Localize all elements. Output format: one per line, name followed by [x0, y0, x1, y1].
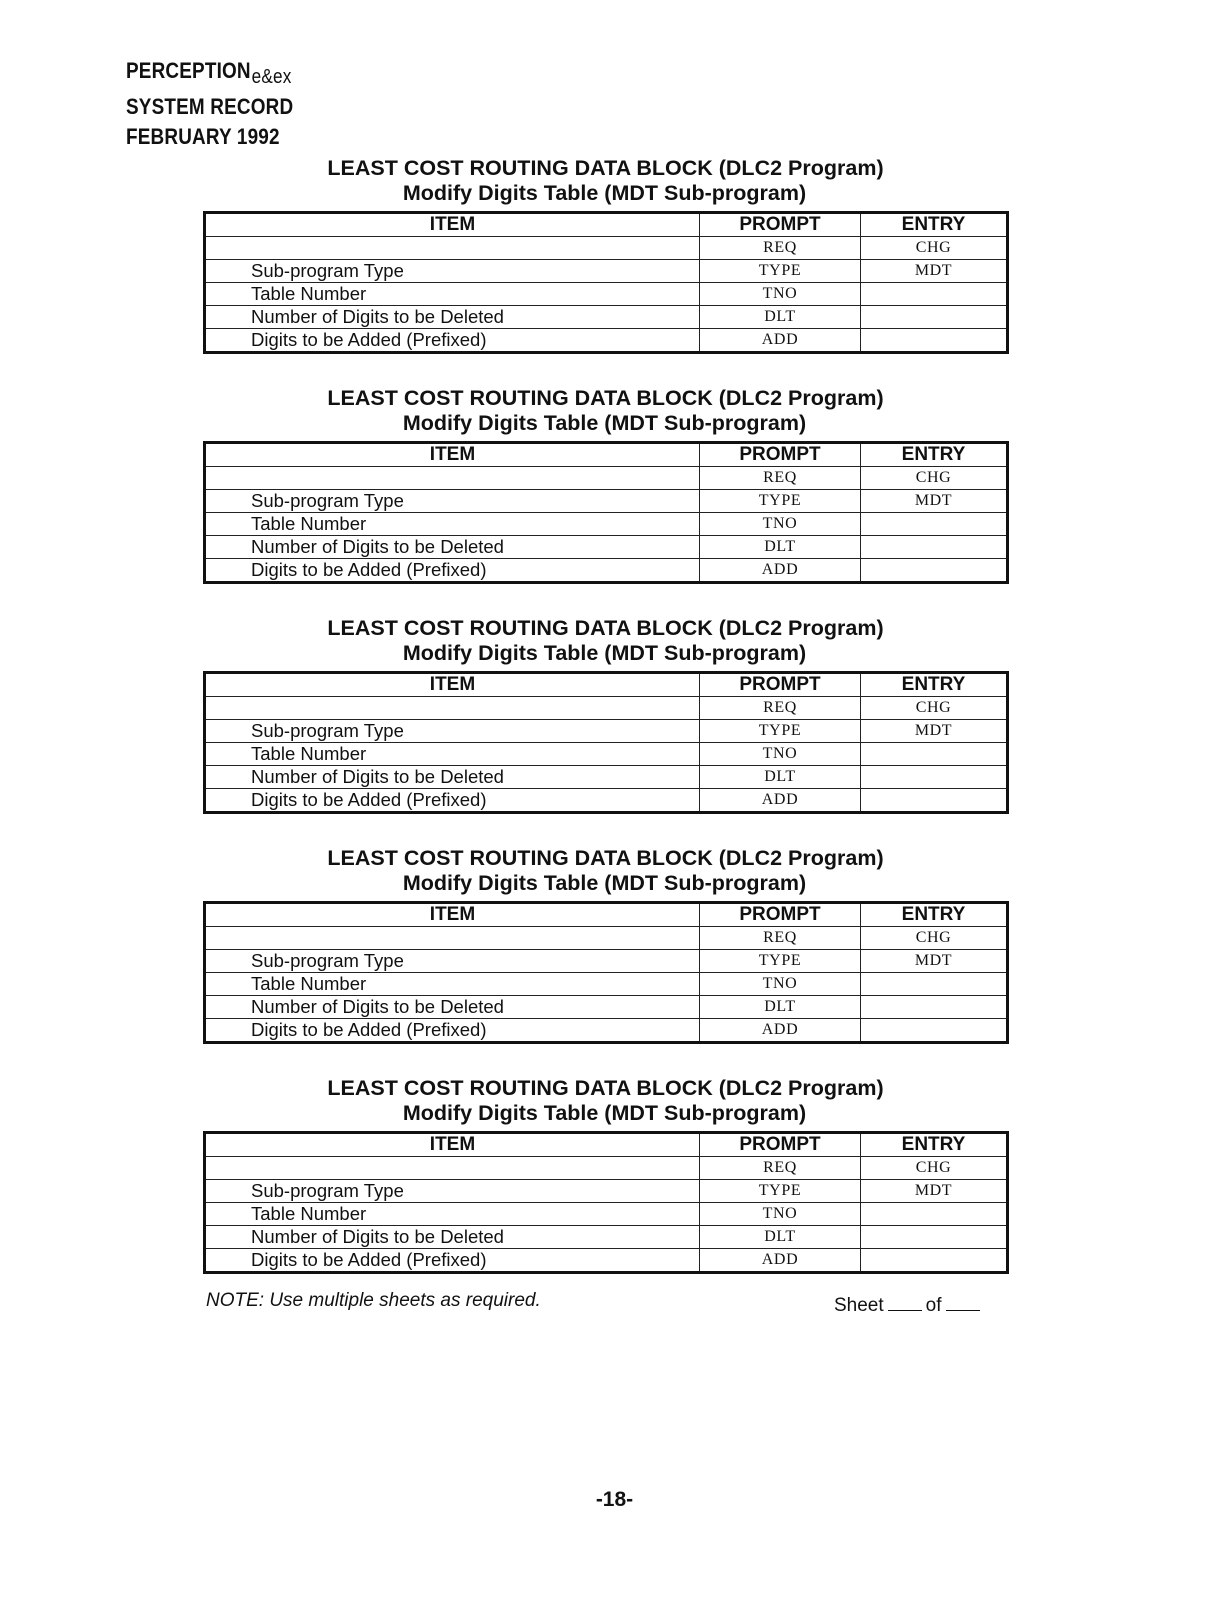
item-cell: Number of Digits to be Deleted: [205, 306, 700, 329]
prompt-cell: REQ: [700, 1157, 861, 1180]
prompt-cell: TYPE: [700, 490, 861, 513]
table-row: [205, 1157, 1008, 1180]
table-row: [205, 789, 1008, 813]
entry-cell[interactable]: [861, 513, 1008, 536]
column-header-item: ITEM: [205, 443, 700, 467]
table-row: [205, 490, 1008, 513]
item-cell: [205, 1157, 700, 1180]
table-header-row: [205, 673, 1008, 697]
prompt-cell: REQ: [700, 237, 861, 260]
table-row: [205, 467, 1008, 490]
entry-cell[interactable]: [861, 973, 1008, 996]
entry-cell[interactable]: [861, 766, 1008, 789]
entry-cell[interactable]: [861, 536, 1008, 559]
entry-cell: MDT: [861, 1180, 1008, 1203]
table-row: [205, 513, 1008, 536]
prompt-cell: REQ: [700, 927, 861, 950]
table-row: [205, 720, 1008, 743]
table-row: [205, 237, 1008, 260]
block-subtitle: Modify Digits Table (MDT Sub-program): [402, 1101, 807, 1125]
block-subtitle: Modify Digits Table (MDT Sub-program): [402, 871, 807, 895]
entry-cell[interactable]: [861, 743, 1008, 766]
item-cell: Number of Digits to be Deleted: [205, 536, 700, 559]
column-header-entry: ENTRY: [861, 443, 1008, 467]
entry-cell[interactable]: [861, 329, 1008, 353]
table-row: [205, 260, 1008, 283]
table-row: [205, 996, 1008, 1019]
entry-cell: CHG: [861, 237, 1008, 260]
prompt-cell: DLT: [700, 536, 861, 559]
item-cell: Table Number: [205, 283, 700, 306]
table-header-row: [205, 213, 1008, 237]
table-row: [205, 1180, 1008, 1203]
item-cell: Digits to be Added (Prefixed): [205, 789, 700, 813]
table-row: [205, 536, 1008, 559]
entry-cell: CHG: [861, 927, 1008, 950]
usage-note: NOTE: Use multiple sheets as required.: [206, 1290, 541, 1311]
item-cell: Sub-program Type: [205, 1180, 700, 1203]
column-header-prompt: PROMPT: [700, 1133, 861, 1157]
record-table: [203, 441, 1009, 584]
item-cell: Table Number: [205, 1203, 700, 1226]
prompt-cell: TNO: [700, 513, 861, 536]
table-row: [205, 1226, 1008, 1249]
entry-cell[interactable]: [861, 1019, 1008, 1043]
table-row: [205, 1203, 1008, 1226]
table-row: [205, 766, 1008, 789]
prompt-cell: TNO: [700, 1203, 861, 1226]
prompt-cell: TYPE: [700, 950, 861, 973]
table-row: [205, 306, 1008, 329]
prompt-cell: ADD: [700, 1019, 861, 1043]
table-row: [205, 973, 1008, 996]
item-cell: Number of Digits to be Deleted: [205, 996, 700, 1019]
prompt-cell: DLT: [700, 306, 861, 329]
column-header-item: ITEM: [205, 213, 700, 237]
table-row: [205, 927, 1008, 950]
data-block: [203, 615, 1006, 814]
data-block: [203, 1075, 1006, 1274]
table-row: [205, 1019, 1008, 1043]
table-row: [205, 283, 1008, 306]
record-table: [203, 671, 1009, 814]
data-block: [203, 385, 1006, 584]
item-cell: Digits to be Added (Prefixed): [205, 329, 700, 353]
table-header-row: [205, 1133, 1008, 1157]
record-table: [203, 901, 1009, 1044]
block-title: LEAST COST ROUTING DATA BLOCK (DLC2 Program): [327, 846, 884, 870]
prompt-cell: DLT: [700, 766, 861, 789]
prompt-cell: ADD: [700, 329, 861, 353]
item-cell: Table Number: [205, 743, 700, 766]
entry-cell[interactable]: [861, 1249, 1008, 1273]
sheet-counter: [834, 1292, 984, 1317]
column-header-entry: ENTRY: [861, 213, 1008, 237]
entry-cell[interactable]: [861, 996, 1008, 1019]
item-cell: Sub-program Type: [205, 260, 700, 283]
block-subtitle: Modify Digits Table (MDT Sub-program): [402, 641, 807, 665]
item-cell: [205, 237, 700, 260]
block-title: LEAST COST ROUTING DATA BLOCK (DLC2 Program): [327, 386, 884, 410]
entry-cell: CHG: [861, 697, 1008, 720]
table-row: [205, 1249, 1008, 1273]
prompt-cell: TNO: [700, 973, 861, 996]
item-cell: Digits to be Added (Prefixed): [205, 559, 700, 583]
prompt-cell: REQ: [700, 467, 861, 490]
table-row: [205, 743, 1008, 766]
column-header-item: ITEM: [205, 1133, 700, 1157]
entry-cell[interactable]: [861, 1226, 1008, 1249]
entry-cell: MDT: [861, 260, 1008, 283]
entry-cell: MDT: [861, 720, 1008, 743]
of-label: of: [925, 1295, 942, 1316]
record-table: [203, 1131, 1009, 1274]
table-header-row: [205, 443, 1008, 467]
column-header-item: ITEM: [205, 903, 700, 927]
entry-cell: CHG: [861, 467, 1008, 490]
table-row: [205, 697, 1008, 720]
column-header-entry: ENTRY: [861, 673, 1008, 697]
column-header-entry: ENTRY: [861, 1133, 1008, 1157]
sheet-total-blank[interactable]: [946, 1292, 980, 1311]
item-cell: Number of Digits to be Deleted: [205, 1226, 700, 1249]
block-title: LEAST COST ROUTING DATA BLOCK (DLC2 Program): [327, 1076, 884, 1100]
item-cell: Number of Digits to be Deleted: [205, 766, 700, 789]
item-cell: Table Number: [205, 973, 700, 996]
sheet-label: Sheet: [834, 1295, 884, 1316]
product-suffix: e&ex: [251, 66, 292, 88]
item-cell: Digits to be Added (Prefixed): [205, 1249, 700, 1273]
table-header-row: [205, 903, 1008, 927]
product-name: PERCEPTIONe&ex: [126, 58, 292, 88]
document-date: FEBRUARY 1992: [126, 124, 280, 149]
item-cell: Sub-program Type: [205, 490, 700, 513]
prompt-cell: TYPE: [700, 260, 861, 283]
item-cell: Sub-program Type: [205, 720, 700, 743]
item-cell: Sub-program Type: [205, 950, 700, 973]
block-subtitle: Modify Digits Table (MDT Sub-program): [402, 181, 807, 205]
item-cell: [205, 927, 700, 950]
entry-cell: MDT: [861, 490, 1008, 513]
block-title: LEAST COST ROUTING DATA BLOCK (DLC2 Program): [327, 616, 884, 640]
data-block: [203, 845, 1006, 1044]
column-header-prompt: PROMPT: [700, 443, 861, 467]
prompt-cell: DLT: [700, 996, 861, 1019]
page-number: -18-: [595, 1488, 634, 1511]
column-header-prompt: PROMPT: [700, 903, 861, 927]
item-cell: [205, 467, 700, 490]
table-row: [205, 559, 1008, 583]
prompt-cell: TYPE: [700, 1180, 861, 1203]
prompt-cell: DLT: [700, 1226, 861, 1249]
table-row: [205, 329, 1008, 353]
block-title: LEAST COST ROUTING DATA BLOCK (DLC2 Program): [327, 156, 884, 180]
column-header-prompt: PROMPT: [700, 213, 861, 237]
prompt-cell: REQ: [700, 697, 861, 720]
item-cell: [205, 697, 700, 720]
data-block: [203, 155, 1006, 354]
item-cell: Table Number: [205, 513, 700, 536]
entry-cell: CHG: [861, 1157, 1008, 1180]
prompt-cell: TNO: [700, 743, 861, 766]
block-subtitle: Modify Digits Table (MDT Sub-program): [402, 411, 807, 435]
prompt-cell: ADD: [700, 789, 861, 813]
entry-cell[interactable]: [861, 1203, 1008, 1226]
prompt-cell: ADD: [700, 1249, 861, 1273]
entry-cell[interactable]: [861, 789, 1008, 813]
entry-cell[interactable]: [861, 283, 1008, 306]
entry-cell[interactable]: [861, 559, 1008, 583]
sheet-number-blank[interactable]: [888, 1292, 922, 1311]
entry-cell[interactable]: [861, 306, 1008, 329]
prompt-cell: ADD: [700, 559, 861, 583]
record-table: [203, 211, 1009, 354]
column-header-entry: ENTRY: [861, 903, 1008, 927]
column-header-item: ITEM: [205, 673, 700, 697]
prompt-cell: TNO: [700, 283, 861, 306]
item-cell: Digits to be Added (Prefixed): [205, 1019, 700, 1043]
entry-cell: MDT: [861, 950, 1008, 973]
table-row: [205, 950, 1008, 973]
document-header: [126, 56, 293, 152]
prompt-cell: TYPE: [700, 720, 861, 743]
system-record-label: SYSTEM RECORD: [126, 94, 294, 119]
column-header-prompt: PROMPT: [700, 673, 861, 697]
